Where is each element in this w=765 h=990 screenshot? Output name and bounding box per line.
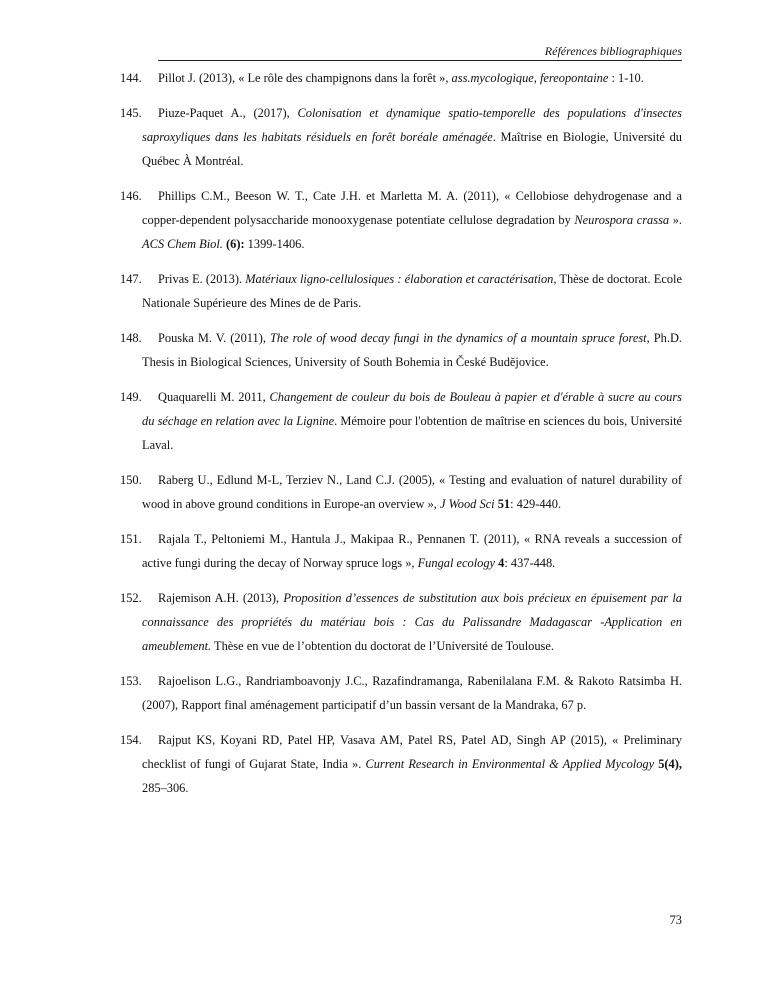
reference-text: Piuze-Paquet A., (2017), [158, 106, 298, 120]
reference-title-italic: Current Research in Environmental & Applied Mycology [365, 757, 655, 771]
reference-text: Rajoelison L.G., Randriamboavonjy J.C., Razafindramanga, Rabenilalana F.M. & Rakoto Ratsimba H. (2007), Rapport final aménagement participatif d’un bassin versant de la Mandraka, 67 p. [142, 674, 682, 712]
reference-entry [122, 267, 682, 315]
reference-entry [122, 468, 682, 516]
reference-entry [122, 669, 682, 717]
reference-number: 147. [120, 272, 142, 286]
reference-text: : 1-10. [608, 71, 644, 85]
reference-text: 285–306. [142, 781, 189, 795]
reference-text: : 437-448. [504, 556, 556, 570]
reference-text: , Thèse de doctorat. Ecole Nationale Supérieure des Mines de de Paris. [142, 272, 682, 310]
reference-entry [122, 101, 682, 173]
reference-text: Rajala T., Peltoniemi M., Hantula J., Makipaa R., Pennanen T. (2011), « RNA reveals a succession of active fungi during the decay of Norway spruce logs », [142, 532, 682, 570]
reference-text: Pouska M. V. (2011), [158, 331, 271, 345]
reference-list [122, 66, 682, 811]
reference-title-italic: J Wood Sci [440, 497, 495, 511]
reference-text: Phillips C.M., Beeson W. T., Cate J.H. et Marletta M. A. (2011), « Cellobiose dehydrogenase and a copper-dependent polysaccharide monooxygenase potentiate cellulose degradation by [142, 189, 682, 227]
reference-number: 152. [120, 591, 142, 605]
reference-entry [122, 385, 682, 457]
reference-volume-bold: 51 [497, 497, 511, 511]
reference-volume-bold: 4 [498, 556, 505, 570]
reference-title-italic: Neurospora crassa [574, 213, 670, 227]
reference-text: , Ph.D. Thesis in Biological Sciences, University of South Bohemia in České Budějovice. [142, 331, 683, 369]
reference-title-italic: ACS Chem Biol. [142, 237, 223, 251]
reference-title-italic: Fungal ecology [417, 556, 496, 570]
reference-text: Rajemison A.H. (2013), [158, 591, 284, 605]
reference-title-italic: The role of wood decay fungi in the dynamics of a mountain spruce forest [270, 331, 647, 345]
reference-title-italic: Matériaux ligno-cellulosiques : élaboration et caractérisation [245, 272, 554, 286]
reference-number: 149. [120, 390, 142, 404]
reference-volume-bold: 5(4), [658, 757, 682, 771]
reference-text: Privas E. (2013). [158, 272, 246, 286]
reference-number: 151. [120, 532, 142, 546]
reference-number: 145. [120, 106, 142, 120]
reference-text: ». [669, 213, 682, 227]
reference-text: Rajput KS, Koyani RD, Patel HP, Vasava AM, Patel RS, Patel AD, Singh AP (2015), « Preliminary checklist of fungi of Gujarat State, India ». [142, 733, 682, 771]
reference-entry [122, 527, 682, 575]
reference-number: 144. [120, 71, 142, 85]
reference-title-italic: Changement de couleur du bois de Bouleau à papier et d'érable à sucre au cours du séchage en relation avec la Lignine [142, 390, 682, 428]
reference-text: Pillot J. (2013), « Le rôle des champignons dans la forêt », [158, 71, 452, 85]
reference-number: 146. [120, 189, 142, 203]
reference-entry [122, 326, 682, 374]
reference-number: 150. [120, 473, 142, 487]
reference-text: . Maîtrise en Biologie, Université du Québec À Montréal. [142, 130, 682, 168]
reference-text: 1399-1406. [244, 237, 305, 251]
reference-text: Quaquarelli M. 2011, [158, 390, 270, 404]
reference-number: 153. [120, 674, 142, 688]
running-header: Références bibliographiques [544, 44, 682, 58]
reference-entry [122, 728, 682, 800]
reference-title-italic: ass.mycologique, fereopontaine [451, 71, 609, 85]
reference-number: 148. [120, 331, 142, 345]
header-rule [158, 60, 682, 61]
reference-entry [122, 184, 682, 256]
reference-number: 154. [120, 733, 142, 747]
reference-entry [122, 66, 682, 90]
reference-text: : 429-440. [510, 497, 562, 511]
reference-title-italic: Colonisation et dynamique spatio-temporelle des populations d'insectes saproxyliques dans les habitats résiduels en forêt boréale aménagée [142, 106, 682, 144]
page-number: 73 [669, 913, 682, 927]
reference-text: Thèse en vue de l’obtention du doctorat de l’Université de Toulouse. [211, 639, 554, 653]
reference-text: Raberg U., Edlund M-L, Terziev N., Land C.J. (2005), « Testing and evaluation of naturel durability of wood in above ground conditions in Europe-an overview », [142, 473, 682, 511]
reference-title-italic: Proposition d’essences de substitution aux bois précieux en épuisement par la connaissance des propriétés du matériau bois : Cas du Palissandre Madagascar -Application en ameublement. [142, 591, 682, 653]
reference-volume-bold: (6): [226, 237, 245, 251]
reference-text: . Mémoire pour l'obtention de maîtrise en sciences du bois, Université Laval. [142, 414, 683, 452]
reference-entry [122, 586, 682, 658]
